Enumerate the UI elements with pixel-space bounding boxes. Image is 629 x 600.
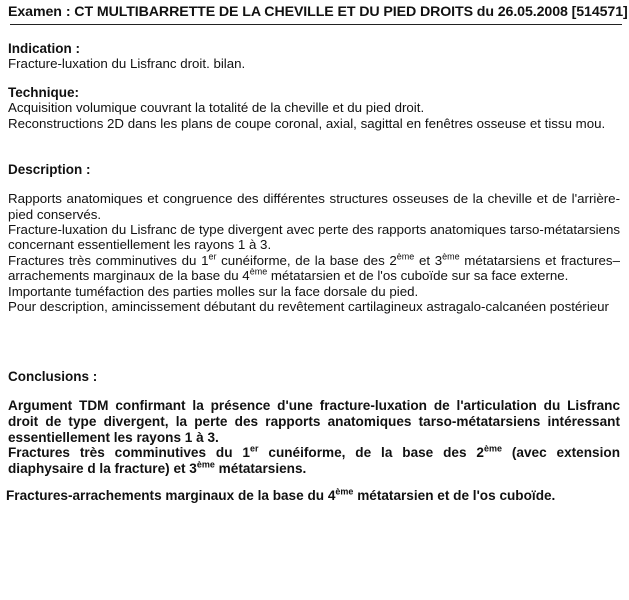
technique-section	[8, 85, 623, 131]
indication-title: Indication :	[8, 41, 80, 56]
indication-section	[8, 41, 623, 71]
description-paragraph-5: Pour description, amincissement débutant du revêtement cartilagineux astragalo-calcanéen postérieur	[8, 299, 609, 315]
conclusion-paragraph-3: Fractures-arrachements marginaux de la base du 4ème métatarsien et de l'os cuboïde.	[6, 486, 556, 504]
exam-title: : CT MULTIBARRETTE DE LA CHEVILLE ET DU PIED DROITS du 26.05.2008 [514571]	[65, 4, 628, 20]
exam-label: Examen	[8, 4, 62, 20]
description-paragraph-2: Fracture-luxation du Lisfranc de type divergent avec perte des rapports anatomiques tarso-métatarsiens concernant essentiellement les rayons 1 à 3.	[8, 222, 620, 253]
technique-line-1: Acquisition volumique couvrant la totalité de la cheville et du pied droit.	[8, 100, 425, 116]
description-paragraph-1: Rapports anatomiques et congruence des différentes structures osseuses de la cheville et de l'arrière-pied conservés.	[8, 191, 620, 222]
technique-title: Technique:	[8, 85, 80, 101]
description-paragraph-3: Fractures très comminutives du 1er cunéiforme, de la base des 2ème et 3ème métatarsiens et fractures–arrachements marginaux de la base du 4ème métatarsien et de l'os cuboïde sur sa face externe.	[8, 251, 620, 284]
header-divider	[10, 24, 622, 25]
description-section	[8, 162, 623, 314]
description-title: Description :	[8, 162, 91, 178]
conclusion-paragraph-1: Argument TDM confirmant la présence d'une fracture-luxation de l'articulation du Lisfranc droit de type divergent, la perte des rapports anatomiques tarso-métatarsiens intéressant essentiellement les rayons 1 à 3.	[8, 398, 620, 445]
description-paragraph-4: Importante tuméfaction des parties molles sur la face dorsale du pied.	[8, 283, 419, 299]
conclusions-section	[8, 369, 623, 504]
technique-line-2: Reconstructions 2D dans les plans de coupe coronal, axial, sagittal en fenêtres osseuse et tissu mou.	[8, 115, 606, 131]
conclusions-title: Conclusions :	[8, 369, 98, 385]
conclusion-paragraph-2: Fractures très comminutives du 1er cunéiforme, de la base des 2ème (avec extension diaphysaire d la fracture) et 3ème métatarsiens.	[8, 443, 620, 476]
report-header	[8, 4, 628, 20]
indication-text: Fracture-luxation du Lisfranc droit. bilan.	[8, 56, 246, 71]
